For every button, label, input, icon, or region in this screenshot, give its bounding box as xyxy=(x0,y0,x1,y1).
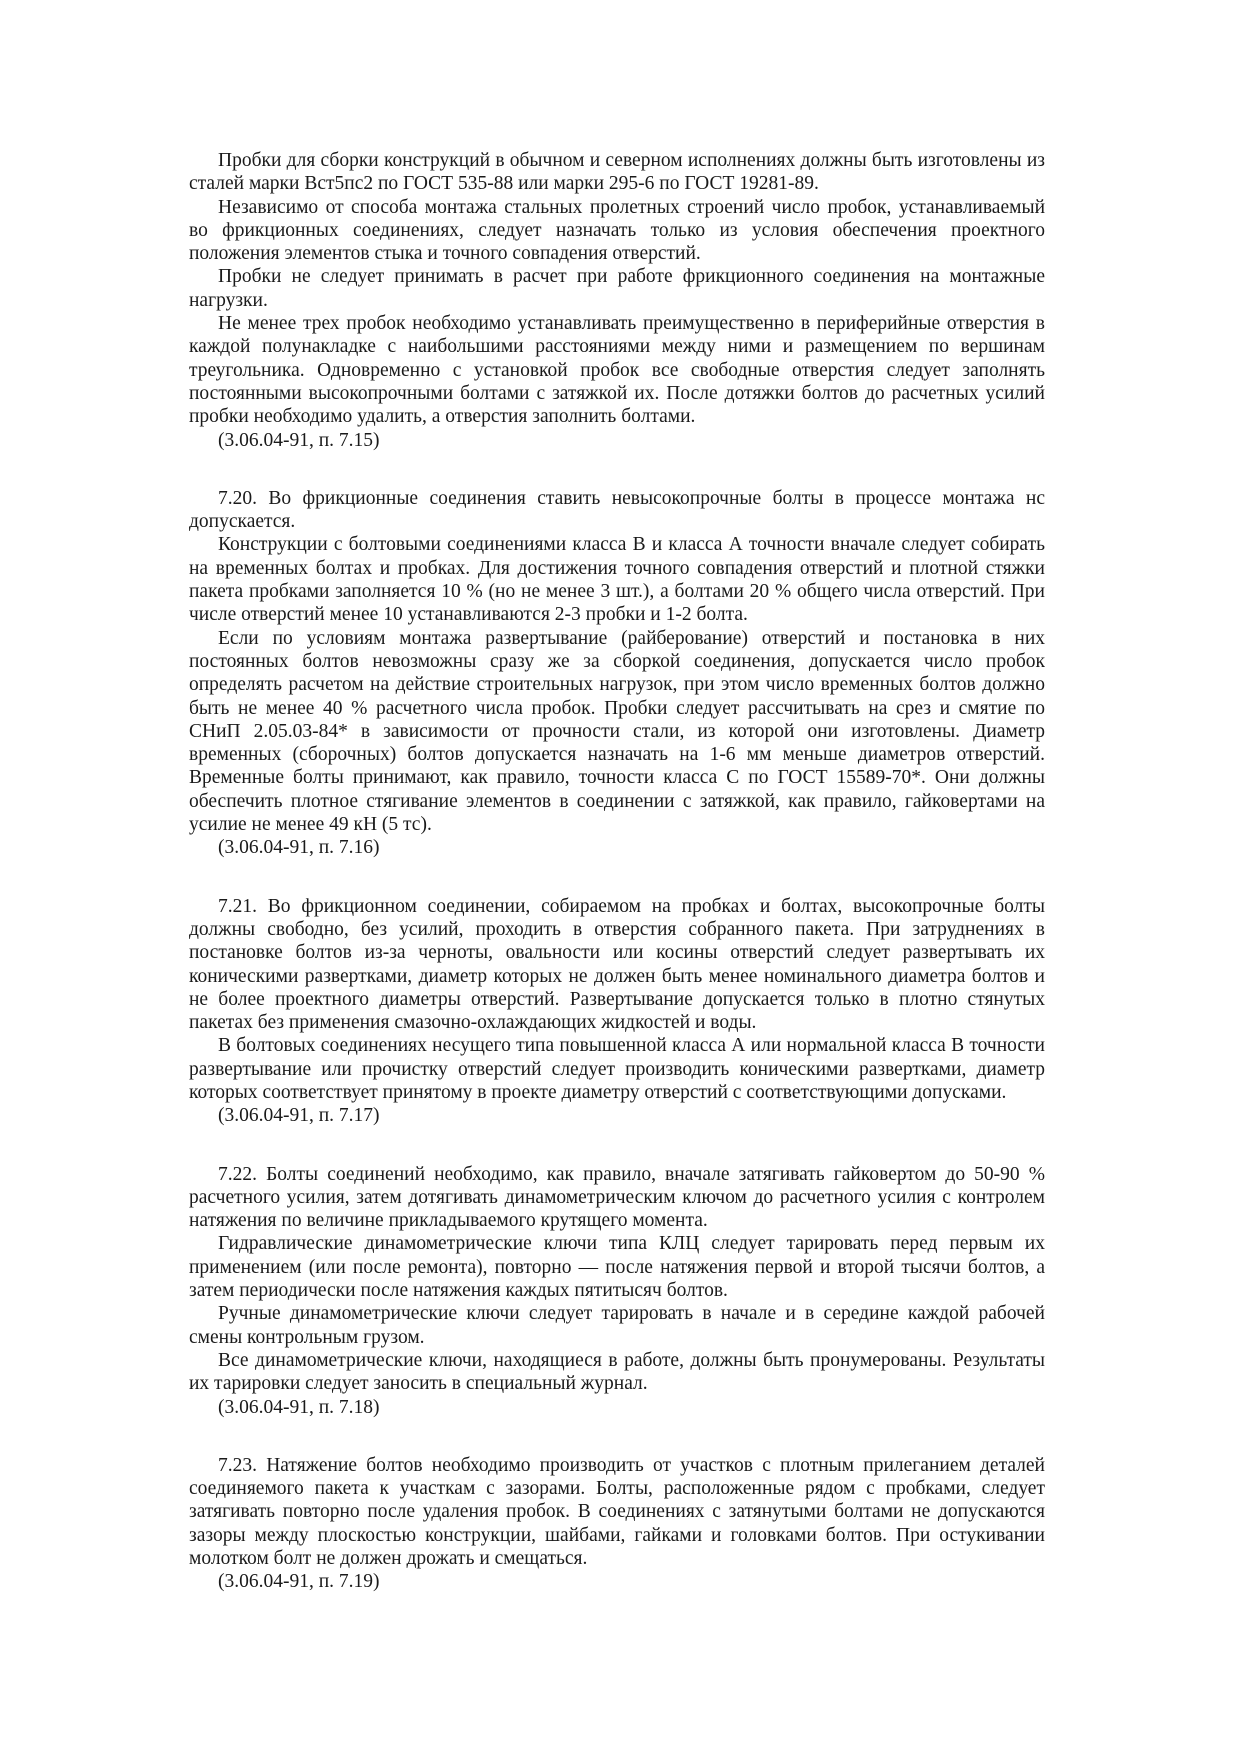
paragraph: Пробки не следует принимать в расчет при работе фрикционного соединения на монтажные нагрузки. xyxy=(189,266,1045,311)
paragraph: Ручные динамометрические ключи следует тарировать в начале и в середине каждой рабочей смены контрольным грузом. xyxy=(189,1303,1045,1348)
paragraph: Конструкции с болтовыми соединениями класса В и класса А точности вначале следует собирать на временных болтах и пробках. Для достижения точного совпадения отверстий и плотной стяжки пакета пробками заполняется 10 % (но не менее 3 шт.), а болтами 20 % общего числа отверстий. При числе отверстий менее 10 устанавливаются 2-3 пробки и 1-2 болта. xyxy=(189,534,1045,626)
paragraph: 7.23. Натяжение болтов необходимо производить от участков с плотным прилеганием деталей соединяемого пакета к участкам с зазорами. Болты, расположенные рядом с пробками, следует затягивать повторно после удаления пробок. В соединениях с затянутыми болтами не допускаются зазоры между плоскостью конструкции, шайбами, гайками и головками болтов. При остукивании молотком болт не должен дрожать и смещаться. xyxy=(189,1454,1045,1570)
paragraph: Не менее трех пробок необходимо устанавливать преимущественно в периферийные отверстия в каждой полунакладке с наибольшими расстояниями между ними и размещением по вершинам треугольника. Одновременно с установкой пробок все свободные отверстия следует заполнять постоянными высокопрочными болтами с затяжкой их. После дотяжки болтов до расчетных усилий пробки необходимо удалить, а отверстия заполнить болтами. xyxy=(189,313,1045,428)
section-7-23 xyxy=(189,1454,1045,1594)
paragraph: Если по условиям монтажа развертывание (райберование) отверстий и постановка в них постоянных болтов невозможны сразу же за сборкой соединения, допускается число пробок определять расчетом на действие строительных нагрузок, при этом число временных болтов должно быть не менее 40 % расчетного числа пробок. Пробки следует рассчитывать на срез и смятие по СНиП 2.05.03-84* в зависимости от прочности стали, из которой они изготовлены. Диаметр временных (сборочных) болтов допускается назначать на 1-6 мм меньше диаметров отверстий. Временные болты принимают, как правило, точности класса С по ГОСТ 15589-70*. Они должны обеспечить плотное стягивание элементов в соединении с затяжкой, как правило, гайковертами на усилие не менее 49 кН (5 тс). xyxy=(189,627,1045,836)
paragraph: Гидравлические динамометрические ключи типа КЛЦ следует тарировать перед первым их применением (или после ремонта), повторно — после натяжения первой и второй тысячи болтов, а затем периодически после натяжения каждых пятитысяч болтов. xyxy=(189,1233,1045,1302)
paragraph: 7.21. Во фрикционном соединении, собираемом на пробках и болтах, высокопрочные болты должны свободно, без усилий, проходить в отверстия собранного пакета. При затруднениях в постановке болтов из-за черноты, овальности или косины отверстий следует развертывать их коническими развертками, диаметр которых не должен быть менее номинального диаметра болтов и не более проектного диаметры отверстий. Развертывание допускается только в плотно стянутых пакетах без применения смазочно-охлаждающих жидкостей и воды. xyxy=(189,895,1045,1034)
reference-citation: (3.06.04-91, п. 7.18) xyxy=(218,1396,380,1418)
reference-citation: (3.06.04-91, п. 7.16) xyxy=(218,837,380,859)
reference-citation: (3.06.04-91, п. 7.15) xyxy=(218,429,380,451)
paragraph: Независимо от способа монтажа стальных пролетных строений число пробок, устанавливаемый во фрикционных соединениях, следует назначать только из условия обеспечения проектного положения элементов стыка и точного совпадения отверстий. xyxy=(189,196,1045,265)
reference-citation: (3.06.04-91, п. 7.17) xyxy=(218,1105,380,1127)
paragraph: 7.20. Во фрикционные соединения ставить невысокопрочные болты в процессе монтажа нс допускается. xyxy=(189,487,1045,533)
paragraph: В болтовых соединениях несущего типа повышенной класса А или нормальной класса В точности развертывание или прочистку отверстий следует производить коническими развертками, диаметр которых соответствует принятому в проекте диаметру отверстий с соответствующими допусками. xyxy=(189,1035,1045,1103)
section-7-22 xyxy=(189,1163,1045,1419)
reference-citation: (3.06.04-91, п. 7.19) xyxy=(218,1571,380,1593)
paragraph: 7.22. Болты соединений необходимо, как правило, вначале затягивать гайковертом до 50-90 % расчетного усилия, затем дотягивать динамометрическим ключом до расчетного усилия с контролем натяжения по величине прикладываемого крутящего момента. xyxy=(189,1163,1045,1232)
paragraph: Пробки для сборки конструкций в обычном и северном исполнениях должны быть изготовлены из сталей марки Вст5пс2 по ГОСТ 535-88 или марки 295-6 по ГОСТ 19281-89. xyxy=(189,150,1045,195)
section-7-20 xyxy=(189,487,1045,860)
document-page xyxy=(189,149,1045,1594)
paragraph: Все динамометрические ключи, находящиеся в работе, должны быть пронумерованы. Результаты их тарировки следует заносить в специальный журнал. xyxy=(189,1349,1045,1395)
section-7-21 xyxy=(189,895,1045,1128)
section-7-19 xyxy=(189,149,1045,452)
